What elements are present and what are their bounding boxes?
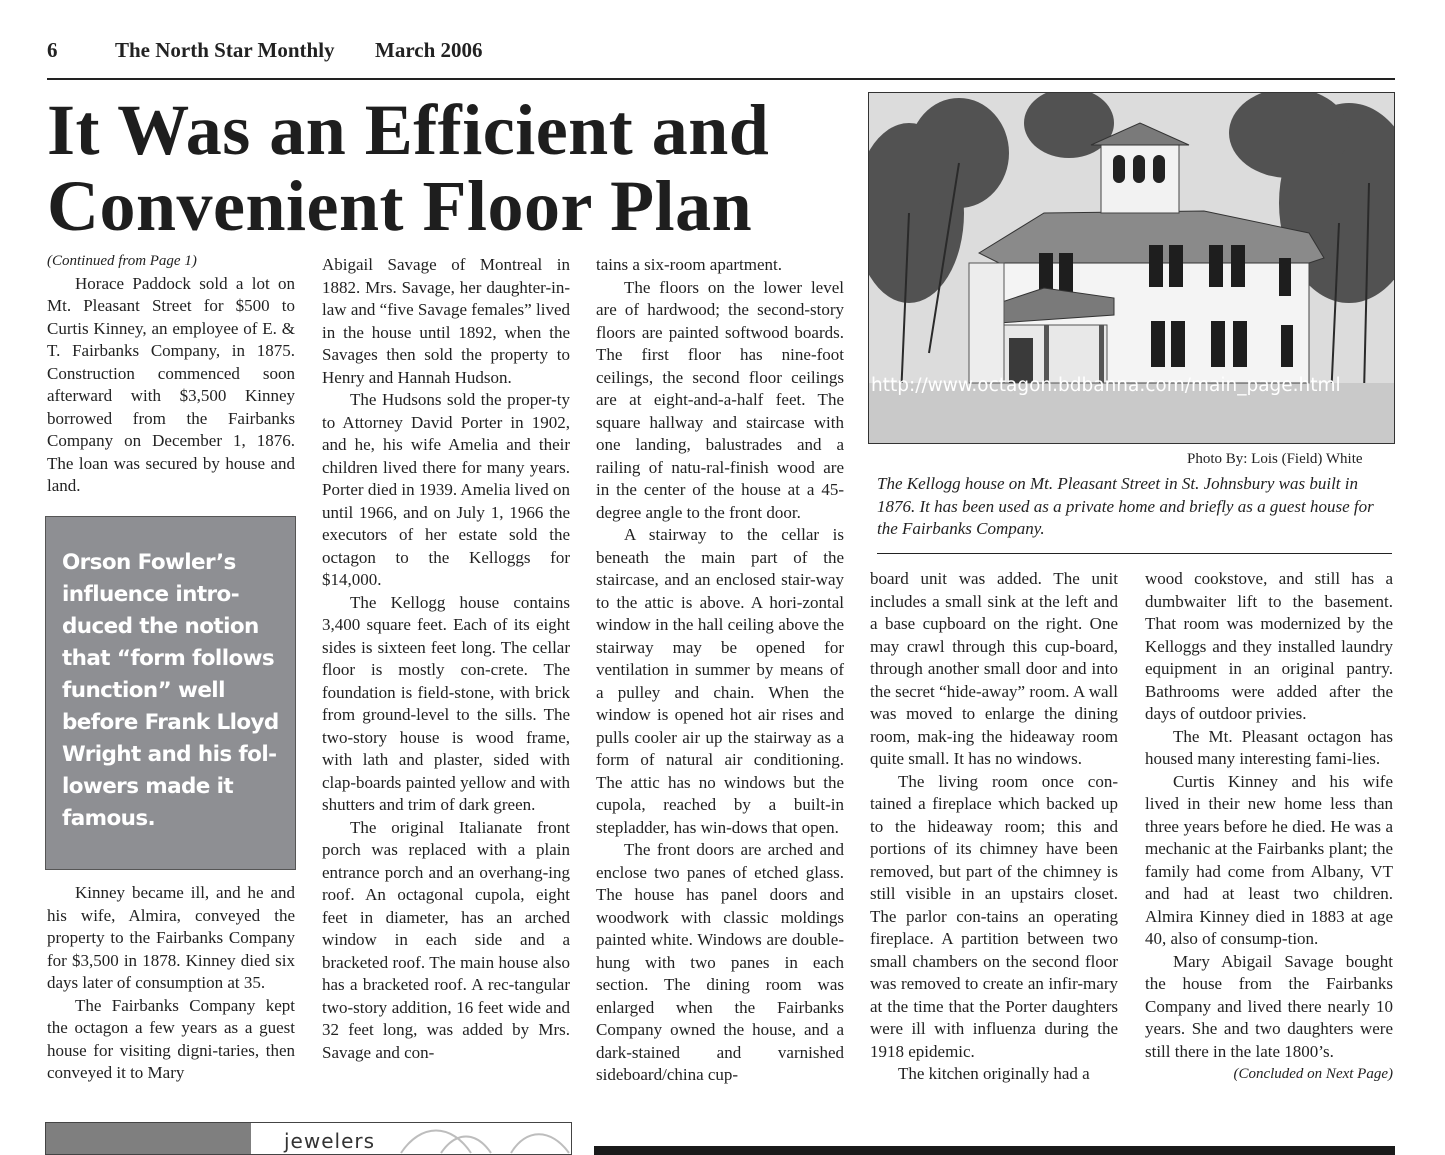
house-photo <box>868 92 1395 444</box>
issue-date: March 2006 <box>375 38 483 62</box>
paragraph: The Hudsons sold the proper-ty to Attorney David Porter in 1902, and he, his wife Amelia and their children lived there for many years. Porter died in 1939. Amelia lived on until 1966, and on July 1, 1966 the executors of her estate sold the octagon to the Kelloggs for $14,000. <box>322 390 570 589</box>
column-4 <box>870 568 1118 1086</box>
paragraph: A stairway to the cellar is beneath the main part of the staircase, and an enclosed stair-way to the attic is above. A hori-zontal window in the hall ceiling above the stairway may be opened for ventilation in summer by means of a pulley and chain. When the window is opened hot air rises and pulls cooler air up the stairway as a form of natural air conditioning. The attic has no windows but the cupola, reached by a built-in stepladder, has win-dows that open. <box>596 525 844 837</box>
bottom-ad-bar <box>594 1146 1395 1155</box>
column-1-top <box>47 250 295 498</box>
paragraph: board unit was added. The unit includes a small sink at the left and a base cupboard on the right. One may crawl through this cup-board, through another small door and into the secret “hide-away” room. A wall was moved to enlarge the dining room, mak-ing the hideaway room quite small. It has no windows. <box>870 569 1118 768</box>
paragraph: The living room once con-tained a fireplace which backed up to the hideaway room; this and portions of its chimney have been removed, but part of the chimney is still visible in an upstairs closet. The parlor con-tains an operating fireplace. A partition between two small chambers on the second floor was removed to create an infir-mary at the time that the Porter daughters were ill with influenza during the 1918 epidemic. <box>870 771 1118 1061</box>
ad-text: jewelers <box>284 1129 376 1153</box>
paragraph: Curtis Kinney and his wife lived in their new home less than three years before he died. He was a mechanic at the Fairbanks plant; the family had come from Albany, VT and had at least two children. Almira Kinney died in 1883 at age 40, also of consump-tion. <box>1145 771 1393 948</box>
paragraph: The Kellogg house contains 3,400 square feet. Each of its eight sides is sixteen feet long. The cellar floor is mostly con-crete. The foundation is field-stone, with brick from ground-level to the sills. The two-story house is wood frame, with lath and plaster, sided with clap-boards painted yellow and with shutters and trim of dark green. <box>322 592 570 814</box>
headline: It Was an Efficient and Convenient Floor Plan <box>47 90 770 246</box>
paragraph: The front doors are arched and enclose two panes of etched glass. The house has panel doors and woodwork with classic moldings painted white. Windows are double-hung with two panes in each section. The dining room was enlarged when the Fairbanks Company owned the house, and a dark-stained and varnished sideboard/china cup- <box>596 840 844 1084</box>
caption-rule <box>877 553 1392 554</box>
column-5 <box>1145 568 1393 1086</box>
photo-url-watermark: http://www.octagon.bdbanna.com/main_page.html <box>871 375 1341 396</box>
paragraph: Horace Paddock sold a lot on Mt. Pleasant Street for $500 to Curtis Kinney, an employee of E. & T. Fairbanks Company, in 1875. Construction commenced soon afterward with $3,500 Kinney borrowed from the Fairbanks Company on December 1, 1876. The loan was secured by house and land. <box>47 273 295 495</box>
photo-caption: The Kellogg house on Mt. Pleasant Street in St. Johnsbury was built in 1876. It has been used as a private home and briefly as a guest house for the Fairbanks Company. <box>877 474 1374 538</box>
column-1-bottom <box>47 882 295 1085</box>
column-2 <box>322 254 570 1064</box>
paragraph: tains a six-room apartment. <box>596 255 783 274</box>
paragraph: wood cookstove, and still has a dumbwaiter lift to the basement. That room was modernized by the Kelloggs and they installed laundry equipment in an original pantry. Bathrooms were added after the days of outdoor privies. <box>1145 569 1393 723</box>
jewelers-advertisement <box>45 1122 572 1155</box>
paragraph: Kinney became ill, and he and his wife, Almira, conveyed the property to the Fairbanks Company for $3,500 in 1878. Kinney died six days later of consumption at 35. <box>47 883 295 992</box>
ad-dark-panel <box>46 1123 251 1155</box>
page-number: 6 <box>47 38 58 62</box>
paragraph: Abigail Savage of Montreal in 1882. Mrs. Savage, her daughter-in-law and “five Savage females” lived in the house until 1892, when the Savages then sold the property to Henry and Hannah Hudson. <box>322 255 570 387</box>
column-3 <box>596 254 844 1087</box>
publication-name: The North Star Monthly <box>115 38 335 62</box>
paragraph: The floors on the lower level are of hardwood; the second-story floors are painted softwood boards. The first floor has nine-foot ceilings, the second floor ceilings are at eight-and-a-half feet. The square hallway and staircase with one landing, balustrades and a railing of natu-ral-finish wood are in the center of the house at a 45-degree angle to the front door. <box>596 277 844 522</box>
paragraph: The kitchen originally had a <box>898 1064 1090 1083</box>
paragraph: The original Italianate front porch was replaced with a plain entrance porch and an overhang-ing roof. An octagonal cupola, eight feet in diameter, has an arched window in each side and a bracketed roof. The main house also has a bracketed roof. A rec-tangular two-story addition, 16 feet wide and 32 feet long, was added by Mrs. Savage and con- <box>322 817 570 1062</box>
paragraph: The Fairbanks Company kept the octagon a few years as a guest house for visiting digni-taries, then conveyed it to Mary <box>47 995 295 1082</box>
paragraph: The Mt. Pleasant octagon has housed many interesting fami-lies. <box>1145 726 1393 768</box>
continued-note: (Continued from Page 1) <box>47 253 197 269</box>
masthead-rule <box>47 78 1395 80</box>
paragraph: Mary Abigail Savage bought the house from the Fairbanks Company and lived there nearly 10 years. She and two daughters were still there in the late 1800’s. <box>1145 951 1393 1061</box>
concluded-note: (Concluded on Next Page) <box>1233 1066 1393 1082</box>
photo-credit: Photo By: Lois (Field) White <box>1187 451 1363 467</box>
pull-quote: Orson Fowler’s influence intro-duced the notion that “form follows function” well before Frank Lloyd Wright and his fol-lowers made it famous. <box>45 516 296 870</box>
